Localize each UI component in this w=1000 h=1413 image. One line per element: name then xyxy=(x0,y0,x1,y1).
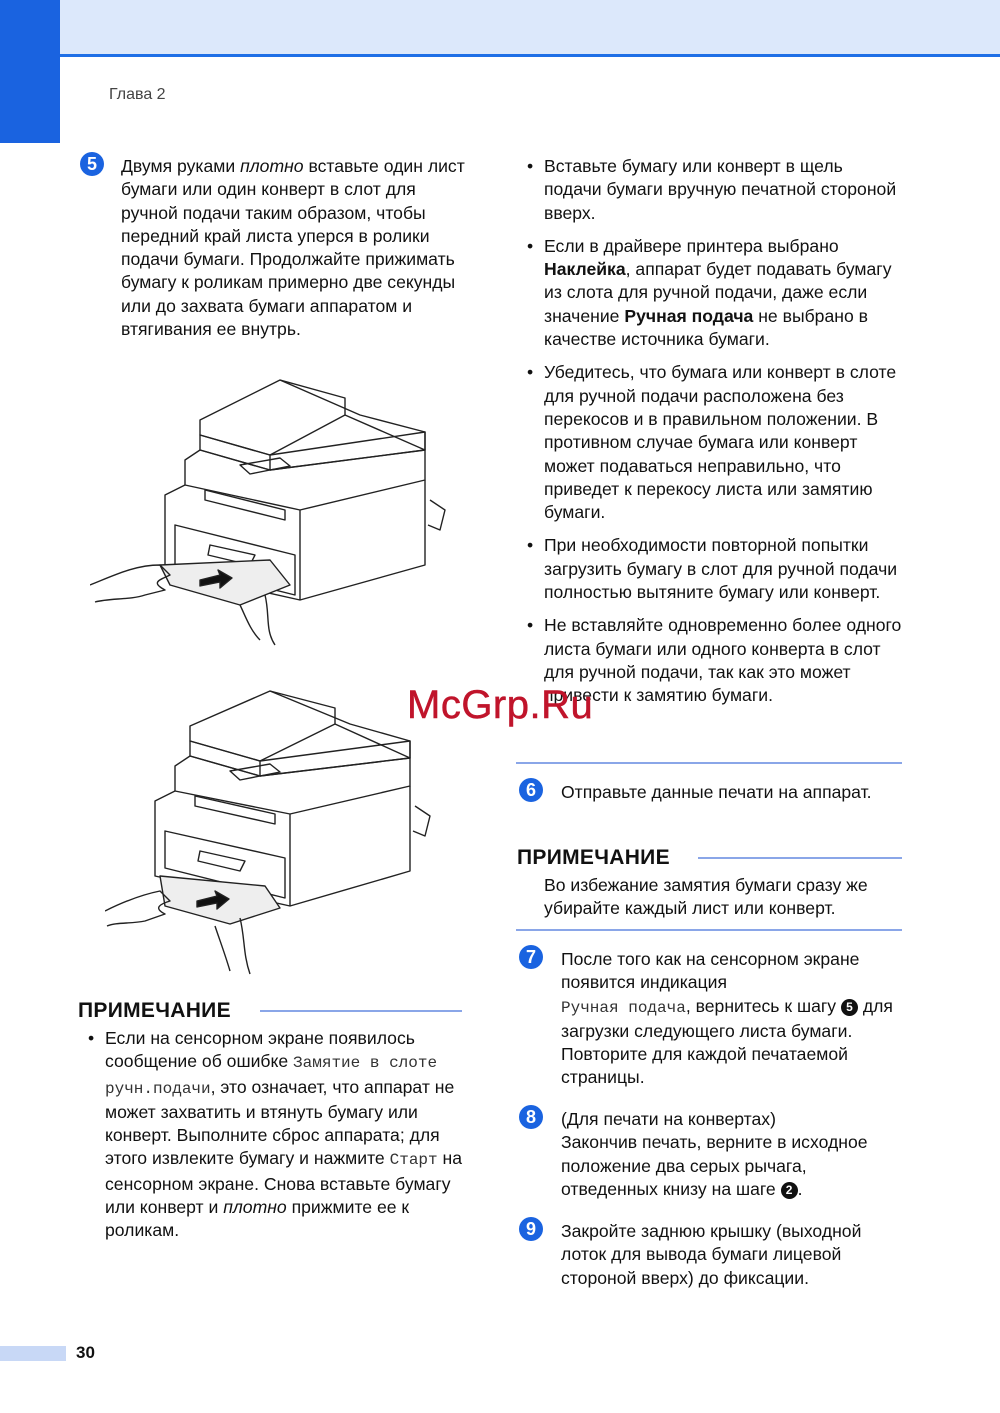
note-right-text: Во избежание замятия бумаги сразу же убирайте каждый лист или конверт. xyxy=(544,875,868,919)
step-7-badge: 7 xyxy=(519,945,543,969)
step-5-badge: 5 xyxy=(80,152,104,176)
printer-illustration-1 xyxy=(90,370,450,670)
bullet-1: • Вставьте бумагу или конверт в щель подачи бумаги вручную печатной стороной вверх. xyxy=(527,155,903,225)
separator-2 xyxy=(516,929,902,931)
printer-illustration-2 xyxy=(105,686,445,976)
step-8-badge: 8 xyxy=(519,1105,543,1129)
step-ref-2: 2 xyxy=(781,1182,798,1199)
watermark: McGrp.Ru xyxy=(407,683,594,727)
note-right-title: ПРИМЕЧАНИЕ xyxy=(517,846,670,869)
chapter-tab xyxy=(0,0,60,143)
note-left-item: • Если на сенсорном экране появилось сообщение об ошибке Замятие в слоте ручн.подачи, это означает, что аппарат не может захватить и втянуть бумагу или конверт. Выполните сброс аппарата; для этого извлеките бумагу и нажмите Старт на сенсорном экране. Снова вставьте бумагу или конверт и плотно прижмите ее к роликам. xyxy=(88,1027,468,1243)
step-5-text: Двумя руками плотно вставьте один лист бумаги или один конверт в слот для ручной подачи таким образом, чтобы передний край листа уперся в ролики подачи бумаги. Продолжайте прижимать бумагу к роликам примерно две секунды или до захвата бумаги аппаратом и втягивания ее внутрь. xyxy=(121,156,465,340)
step-9-badge: 9 xyxy=(519,1217,543,1241)
bullet-2: • Если в драйвере принтера выбрано Наклейка, аппарат будет подавать бумагу из слота для ручной подачи, даже если значение Ручная подача не выбрано в качестве источника бумаги. xyxy=(527,235,903,351)
step-8-text: (Для печати на конвертах) Закончив печать, верните в исходное положение два серых рычага, отведенных книзу на шаге 2 . xyxy=(561,1109,868,1199)
note-left-title: ПРИМЕЧАНИЕ xyxy=(78,999,231,1022)
step-7-text: После того как на сенсорном экране появится индикация Ручная подача, вернитесь к шагу 5 для загрузки следующего листа бумаги. Повторите для каждой печатаемой страницы. xyxy=(561,949,893,1088)
note-left-list xyxy=(88,1027,468,1243)
header-rule xyxy=(60,54,1000,57)
step-9-text: Закройте заднюю крышку (выходной лоток для вывода бумаги лицевой стороной вверх) до фиксации. xyxy=(561,1221,862,1288)
footer-band xyxy=(0,1346,66,1361)
separator-1 xyxy=(516,762,902,764)
note-right-rule xyxy=(698,857,902,859)
right-bullet-list xyxy=(527,155,903,708)
step-ref-5: 5 xyxy=(841,999,858,1016)
note-left-rule xyxy=(260,1010,462,1012)
step-6-text: Отправьте данные печати на аппарат. xyxy=(561,782,872,802)
bullet-5: • Не вставляйте одновременно более одного листа бумаги или одного конверта в слот для ручной подачи, так как это может привести к замятию бумаги. xyxy=(527,614,903,707)
bullet-3: • Убедитесь, что бумага или конверт в слоте для ручной подачи расположена без перекосов и в правильном положении. В противном случае бумага или конверт может подаваться неправильно, что приведет к перекосу листа или замятию бумаги. xyxy=(527,361,903,524)
page-number: 30 xyxy=(76,1343,95,1362)
step-6-badge: 6 xyxy=(519,778,543,802)
chapter-label: Глава 2 xyxy=(109,86,166,103)
header-band xyxy=(0,0,1000,56)
bullet-4: • При необходимости повторной попытки загрузить бумагу в слот для ручной подачи полностью вытяните бумагу или конверт. xyxy=(527,534,903,604)
